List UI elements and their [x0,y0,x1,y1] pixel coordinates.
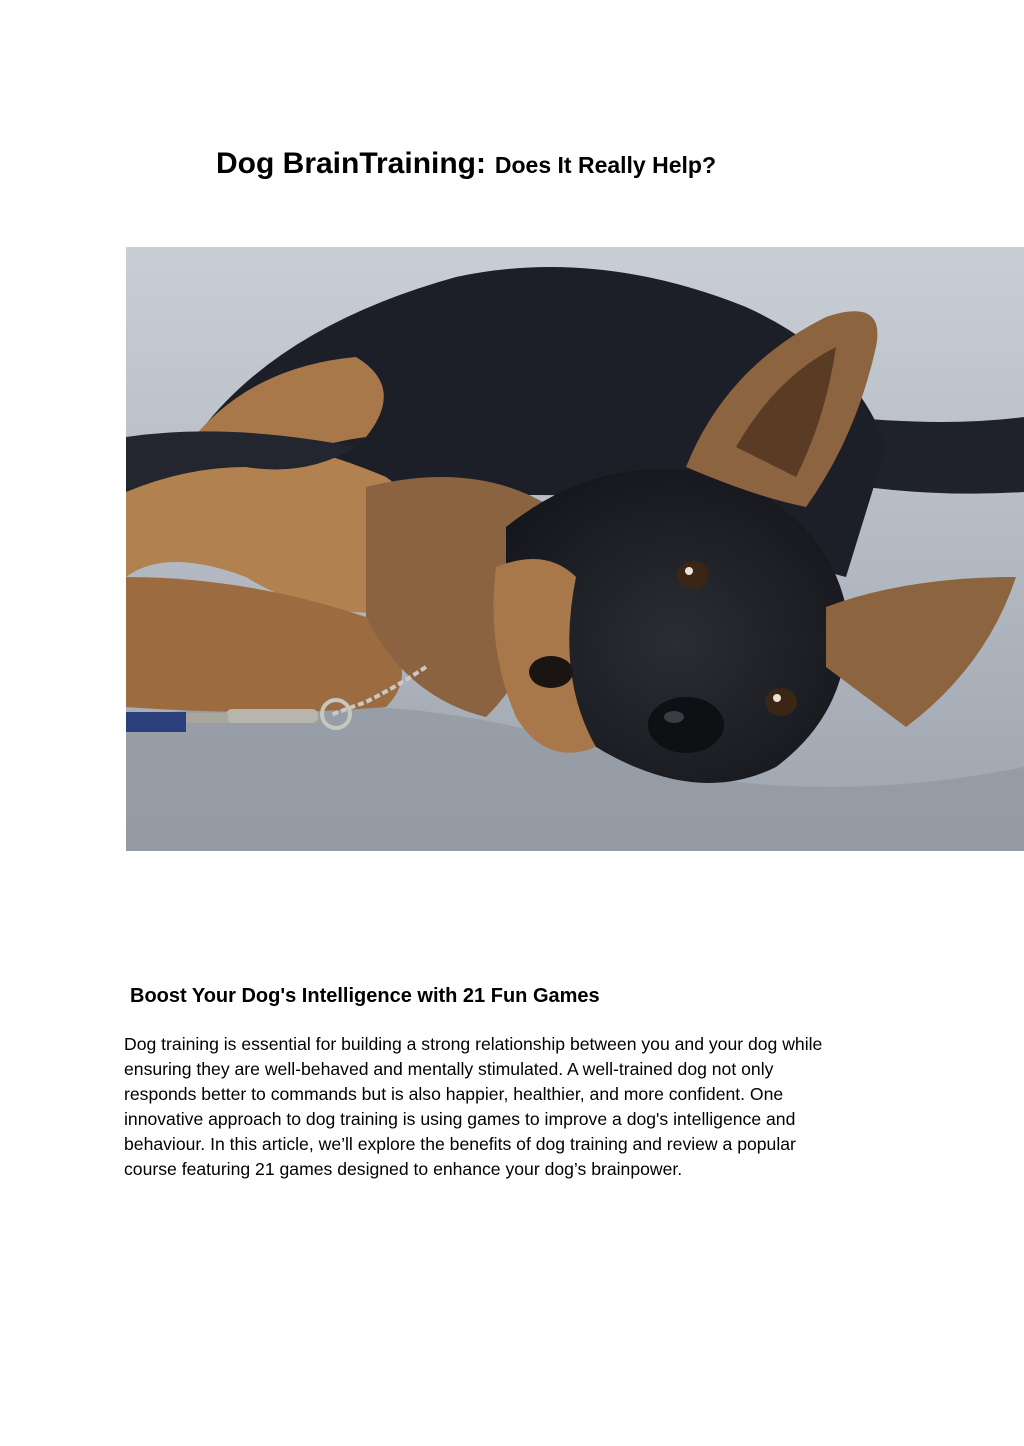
german-shepherd-illustration [126,247,1024,851]
paragraph-line: innovative approach to dog training is using games to improve a dog's intelligence and [124,1109,796,1129]
paragraph-line: behaviour. In this article, we’ll explore the benefits of dog training and review a popular [124,1134,796,1154]
title-main: Dog BrainTraining: [216,147,486,180]
dog-eye-lower [765,688,797,716]
article-paragraph [124,1032,894,1182]
paragraph-line: Dog training is essential for building a strong relationship between you and your dog while [124,1034,823,1054]
paragraph-line: responds better to commands but is also happier, healthier, and more confident. One [124,1084,784,1104]
dog-eye-left [529,656,573,688]
leash-strap [126,712,186,732]
dog-photo [126,247,1024,851]
paragraph-line: ensuring they are well-behaved and mentally stimulated. A well-trained dog not only [124,1059,774,1079]
section-heading: Boost Your Dog's Intelligence with 21 Fun Games [130,985,600,1007]
dog-eye-upper [677,561,709,589]
page-title [216,146,716,179]
title-subtitle: Does It Really Help? [494,152,717,178]
dog-nose [648,697,724,753]
leash-clip [226,709,318,723]
paragraph-line: course featuring 21 games designed to enhance your dog’s brainpower. [124,1159,683,1179]
